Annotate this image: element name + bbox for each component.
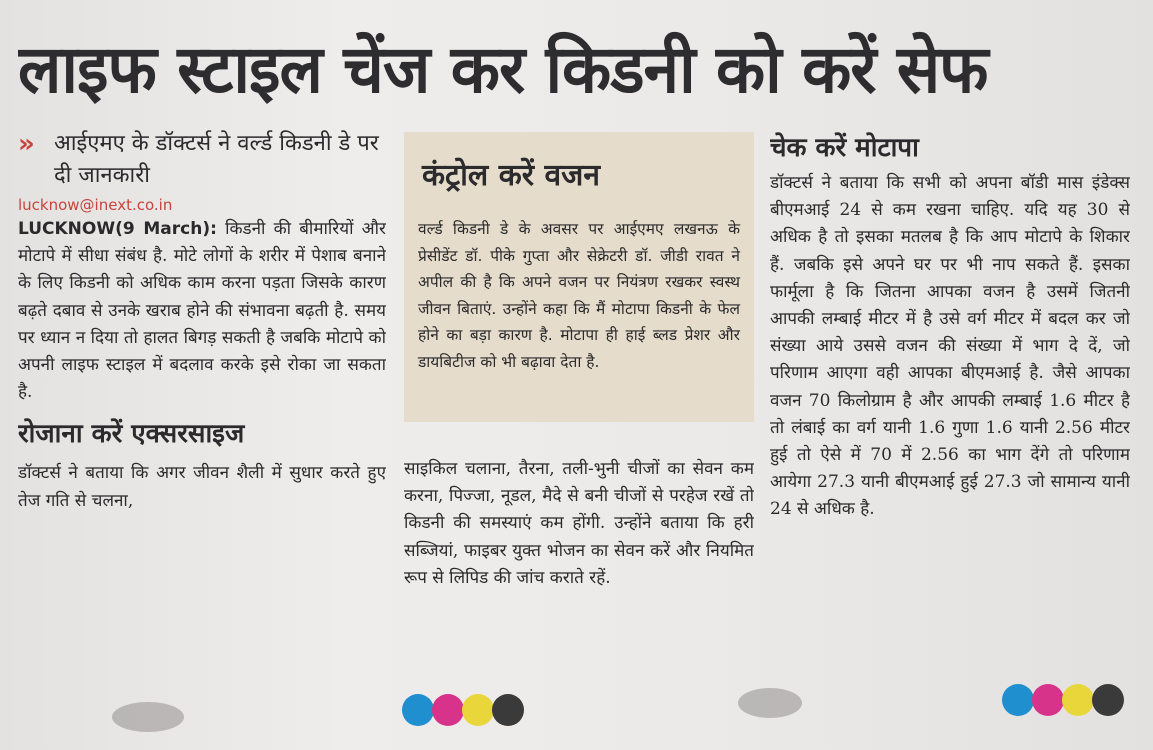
left-body xyxy=(18,216,386,406)
magenta-dot xyxy=(432,694,464,726)
right-column xyxy=(770,128,1130,688)
double-chevron-icon: » xyxy=(18,129,35,159)
cyan-dot xyxy=(1002,684,1034,716)
byline-email: lucknow@inext.co.in xyxy=(18,196,173,214)
left-body-2: डॉक्टर्स ने बताया कि अगर जीवन शैली में सुधार करते हुए तेज गति से चलना, xyxy=(18,463,386,511)
yellow-dot xyxy=(1062,684,1094,716)
left-column xyxy=(18,128,386,688)
ink-smudge xyxy=(112,702,184,732)
box-title: कंट्रोल करें वजन xyxy=(422,158,601,193)
headline: लाइफ स्टाइल चेंज कर किडनी को करें सेफ xyxy=(18,31,988,108)
subhead-exercise: रोजाना करें एक्सरसाइज xyxy=(18,419,245,450)
yellow-dot xyxy=(462,694,494,726)
highlight-box xyxy=(404,132,754,422)
deck-text: आईएमए के डॉक्टर्स ने वर्ल्ड किडनी डे पर दी जानकारी xyxy=(54,131,379,188)
left-body-text: किडनी की बीमारियों और मोटापे में सीधा संबंध है. मोटे लोगों के शरीर में पेशाब बनाने के लिए किडनी को अधिक काम करना पड़ता जिसके कारण बढ़ते दबाव से उनके खराब होने की संभावना बढ़ती है. समय पर ध्यान न दिया तो हालत बिगड़ सकती है जबकि मोटापे को अपनी लाइफ स्टाइल में बदलाव करके इसे रोका जा सकता है. xyxy=(18,219,386,403)
magenta-dot xyxy=(1032,684,1064,716)
dateline: LUCKNOW(9 March): xyxy=(18,219,217,239)
deck xyxy=(18,128,386,192)
print-color-dots-middle xyxy=(402,694,522,726)
cyan-dot xyxy=(402,694,434,726)
black-dot xyxy=(492,694,524,726)
print-color-dots-right xyxy=(1002,684,1122,716)
ink-smudge xyxy=(738,688,802,718)
subhead-check-obesity: चेक करें मोटापा xyxy=(770,133,919,163)
black-dot xyxy=(1092,684,1124,716)
middle-body: साइकिल चलाना, तैरना, तली-भुनी चीजों का सेवन कम करना, पिज्जा, नूडल, मैदे से बनी चीजों से परहेज रखें तो किडनी की समस्याएं कम होंगी. उन्होंने बताया कि हरी सब्जियां, फाइबर युक्त भोजन का सेवन करें और नियमित रूप से लिपिड की जांच कराते रहें. xyxy=(404,459,754,588)
right-body: डॉक्टर्स ने बताया कि सभी को अपना बॉडी मास इंडेक्स बीएमआई 24 से कम रखना चाहिए. यदि यह 30 से अधिक है तो इसका मतलब है कि आप मोटापे के शिकार हैं. जबकि इसे अपने घर पर भी नाप सकते हैं. इसका फार्मूला है कि जितना आपका वजन है उसमें जितनी आपकी लम्बाई मीटर में है उसे वर्ग मीटर में बदल कर जो संख्या आये उससे वजन की संख्या में भाग दे दें, जो परिणाम आएगा वही आपका बीएमआई है. जैसे आपका वजन 70 किलोग्राम है और आपकी लम्बाई 1.6 मीटर है तो लंबाई का वर्ग यानी 1.6 गुणा 1.6 यानी 2.56 मीटर हुई तो ऐसे में 70 में 2.56 का भाग देंगे तो परिणाम आयेगा 27.3 यानी बीएमआई हुई 27.3 जो सामान्य यानी 24 से अधिक है. xyxy=(770,173,1130,520)
middle-column xyxy=(404,132,754,692)
box-body: वर्ल्ड किडनी डे के अवसर पर आईएमए लखनऊ के प्रेसीडेंट डॉ. पीके गुप्ता और सेक्रेटरी डॉ. जीडी रावत ने अपील की है कि अपने वजन पर नियंत्रण रखकर स्वस्थ जीवन बिताएं. उन्होंने कहा कि मैं मोटापा किडनी के फेल होने का बड़ा कारण है. मोटापा ही हाई ब्लड प्रेशर और डायबिटीज को भी बढ़ावा देता है. xyxy=(418,220,740,371)
